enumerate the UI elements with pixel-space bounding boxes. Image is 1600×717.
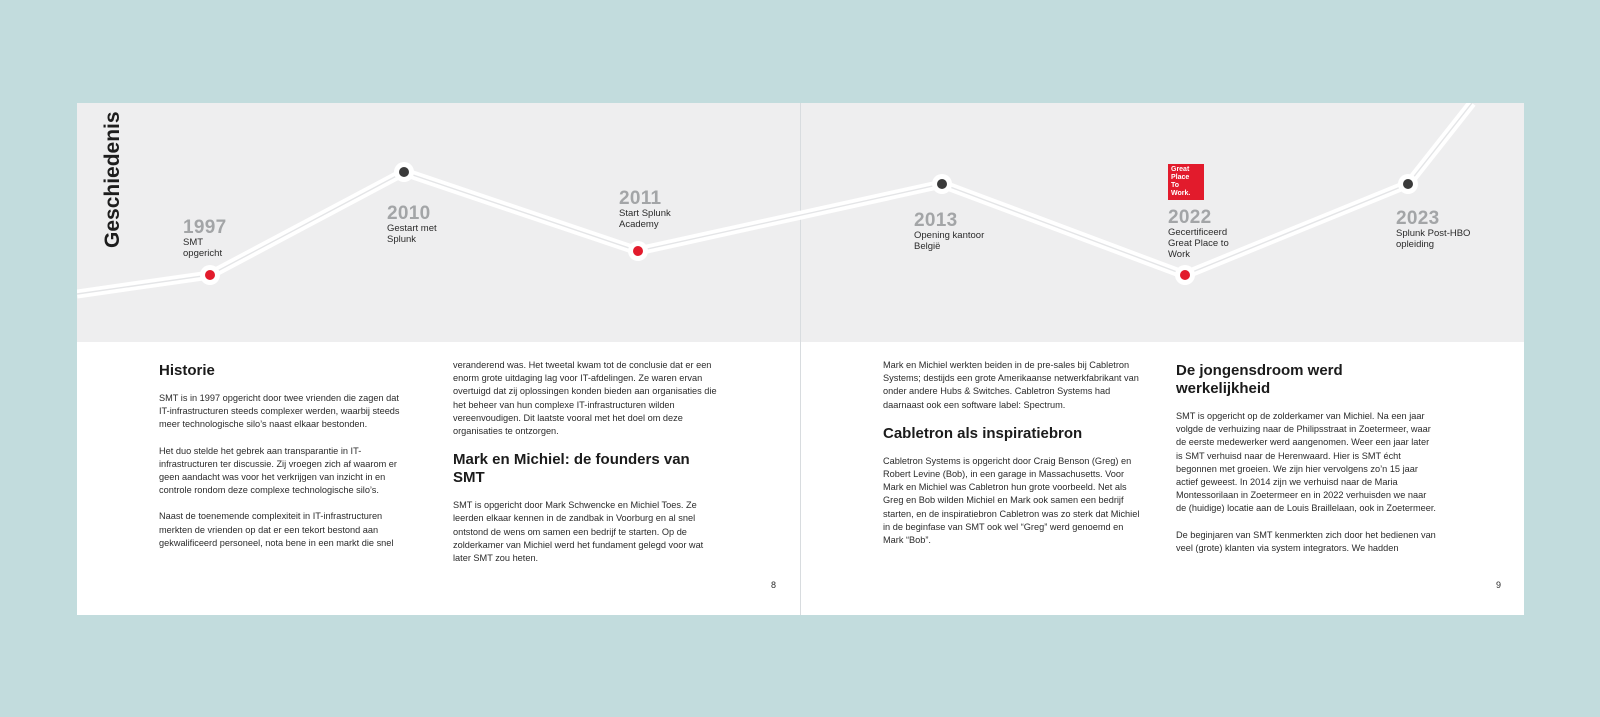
heading-cabletron: Cabletron als inspiratiebron <box>883 424 1083 442</box>
paragraph: SMT is opgericht door Mark Schwencke en Michiel Toes. Ze leerden elkaar kennen in de zandbak in Voorburg en al snel ontstond de wens om samen een bedrijf te starten. Op de zolderkamer van Michiel werd het fundament gelegd voor wat later SMT zou heten. <box>453 500 704 564</box>
milestone-desc: SMT opgericht <box>183 237 223 259</box>
milestone-2023 <box>1396 209 1470 250</box>
milestone-2013 <box>914 211 984 252</box>
paragraph: Naast de toenemende complexiteit in IT-infrastructuren merkten de vrienden op dat er een tekort bestond aan gekwalificeerd personeel, nota bene in een markt die snel <box>159 511 394 548</box>
milestone-desc: Start Splunk Academy <box>619 208 671 230</box>
milestone-year: 2013 <box>914 210 958 231</box>
paragraph: De beginjaren van SMT kenmerkten zich door het bedienen van veel (grote) klanten via system integrators. We hadden <box>1176 529 1436 553</box>
milestone-desc: Gestart met Splunk <box>387 223 437 245</box>
milestone-2022 <box>1168 208 1229 260</box>
paragraph: Het duo stelde het gebrek aan transparantie in IT-infrastructuren ter discussie. Zij vroegen zich af waarom er geen aandacht was voor het verkrijgen van inzicht in en controle rondom deze complexe technologische silo’s. <box>159 445 397 496</box>
milestone-2011 <box>619 189 671 230</box>
milestone-desc: Splunk Post-HBO opleiding <box>1396 228 1471 250</box>
paragraph: SMT is opgericht op de zolderkamer van Michiel. Na een jaar volgde de verhuizing naar de Philipsstraat in Zoetermeer, waar de eerste medewerker werd aangenomen. Weer een jaar later is SMT verhuisd naar de Herenwaard. Hier is SMT écht begonnen met groeien. We zijn hier vervolgens zo’n 15 jaar actief geweest. In 2014 zijn we verhuisd naar de Maria Montessorilaan in Zoetermeer en in 2022 verhuisden we naar de (huidige) locatie aan de Louis Braillelaan, ook in Zoetermeer. <box>1176 411 1436 514</box>
left-page-column-2 <box>453 359 721 578</box>
milestone-year: 2010 <box>387 203 431 224</box>
section-title-vertical: Geschiedenis <box>101 111 124 248</box>
milestone-1997 <box>183 218 226 259</box>
heading-jongensdroom: De jongensdroom werd werkelijkheid <box>1176 362 1343 397</box>
great-place-to-work-logo: Great Place To Work. <box>1168 164 1204 200</box>
right-page-column-1 <box>883 359 1141 560</box>
marker-2013 <box>932 174 952 194</box>
marker-1997 <box>200 265 220 285</box>
left-page-column-1 <box>159 362 411 563</box>
brochure-spread <box>77 103 1524 615</box>
paragraph: Mark en Michiel werkten beiden in de pre-sales bij Cabletron Systems; destijds een grote Amerikaanse netwerkfabrikant van onder andere Hubs & Switches. Cabletron Systems had daarnaast ook een software label: Spectrum. <box>883 360 1139 410</box>
paragraph: veranderend was. Het tweetal kwam tot de conclusie dat er een enorm grote uitdaging lag voor IT-afdelingen. Ze waren ervan overtuigd dat zij oplossingen konden bieden aan organisaties die het beheer van hun complexe IT-infrastructuren wilden vereenvoudigen. Dit laatste vooral met het doel om deze organisaties te ontzorgen. <box>453 360 717 437</box>
milestone-desc: Opening kantoor België <box>914 230 985 252</box>
marker-2023 <box>1398 174 1418 194</box>
heading-historie: Historie <box>159 362 215 379</box>
marker-2011 <box>628 241 648 261</box>
marker-2010 <box>394 162 414 182</box>
milestone-year: 2022 <box>1168 207 1212 228</box>
milestone-year: 1997 <box>183 217 227 238</box>
milestone-year: 2011 <box>619 188 662 209</box>
right-page-column-2 <box>1176 362 1436 568</box>
page-number-right: 9 <box>1496 580 1502 590</box>
milestone-desc: Gecertificeerd Great Place to Work <box>1168 227 1229 260</box>
paragraph: SMT is in 1997 opgericht door twee vrienden die zagen dat IT-infrastructuren steeds complexer werden, waarbij steeds meer technologische silo’s naast elkaar bestonden. <box>159 393 400 430</box>
heading-founders: Mark en Michiel: de founders van SMT <box>453 451 690 487</box>
milestone-2010 <box>387 204 437 245</box>
paragraph: Cabletron Systems is opgericht door Craig Benson (Greg) en Robert Levine (Bob), in een garage in Massachusetts. Voor Mark en Michiel was Cabletron hun grote voorbeeld. Net als Greg en Bob wilden Michiel en Mark ook samen een bedrijf starten, en de inspiratiebron Cabletron was zo sterk dat Michiel in de beginfase van SMT ook wel “Greg” werd genoemd en Mark “Bob”. <box>883 455 1140 546</box>
milestone-year: 2023 <box>1396 208 1440 229</box>
timeline-line <box>77 103 1524 342</box>
page-number-left: 8 <box>771 580 777 590</box>
marker-2022 <box>1175 265 1195 285</box>
